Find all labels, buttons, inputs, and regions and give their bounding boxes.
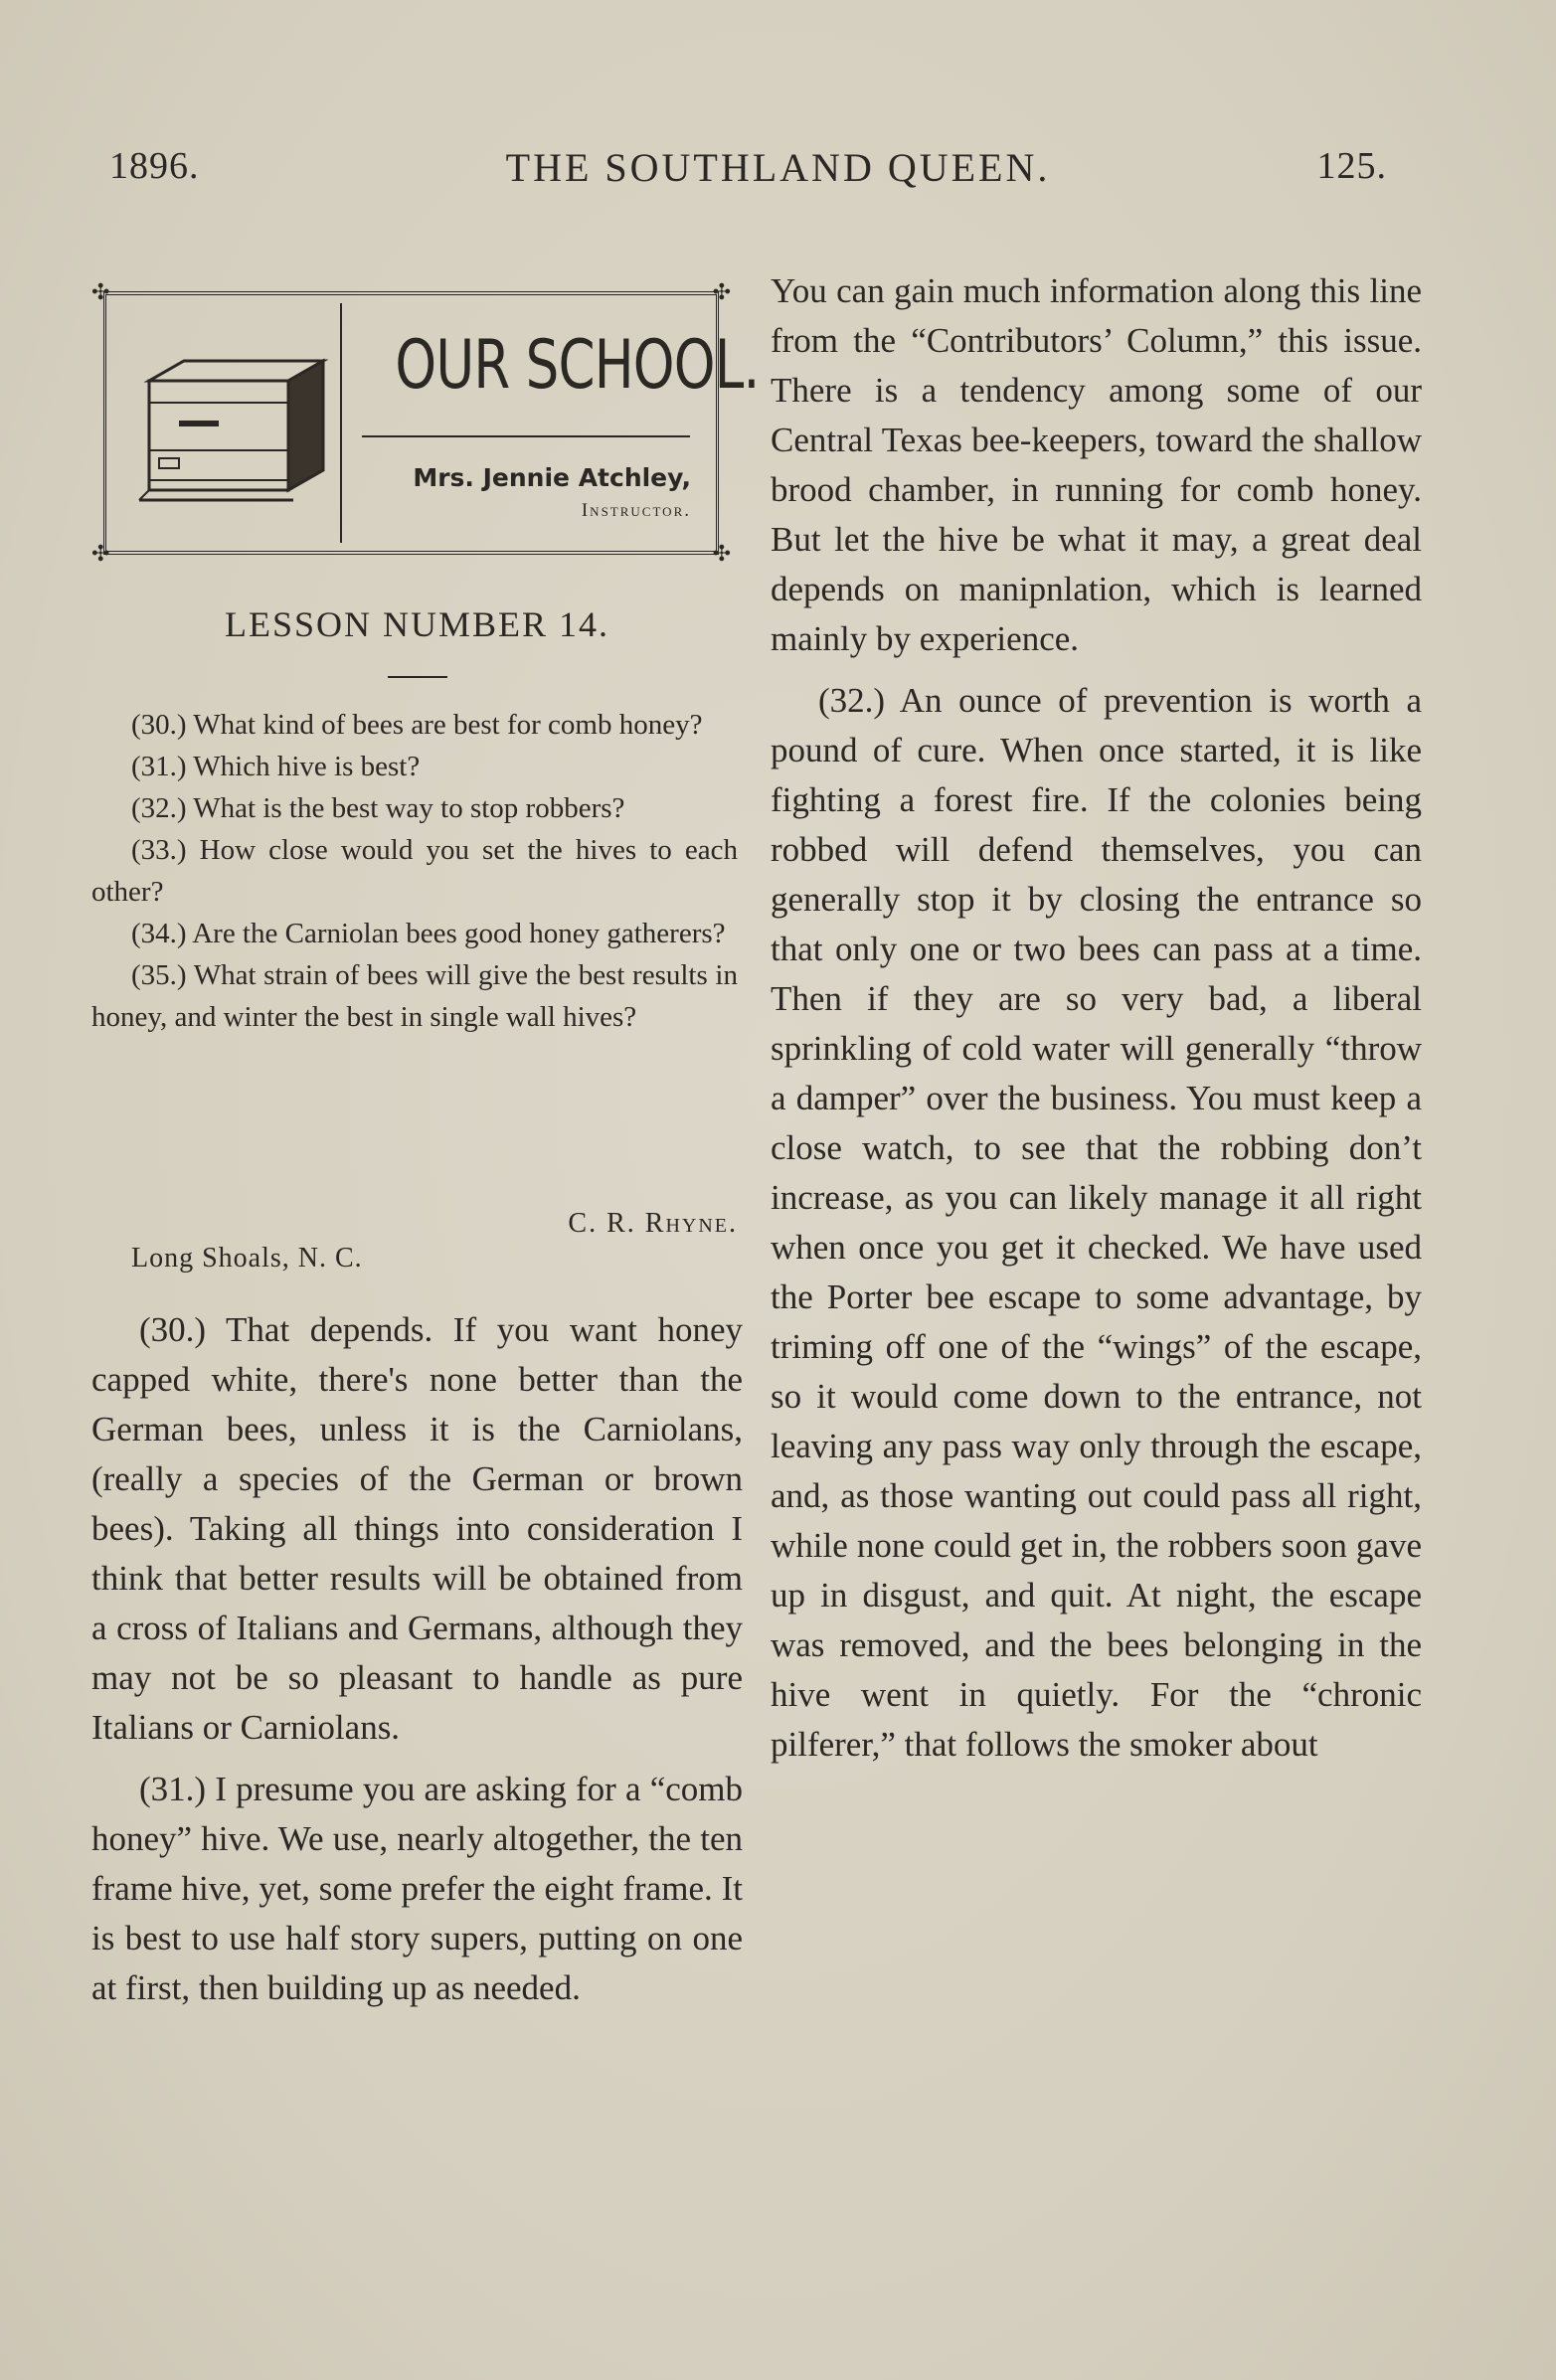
running-head xyxy=(0,144,1556,204)
corner-ornament-top-left: ✣ xyxy=(91,279,110,304)
instructor-name: Mrs. Jennie Atchley, xyxy=(413,463,691,492)
answer-paragraph: You can gain much information along this line from the “Contributors’ Column,” this issue. There is a tendency among some of our Central Texas bee-keepers, toward the shallow brood chamber, in running for comb honey. But let the hive be what it may, a great deal depends on manipnlation, which is learned mainly by experience. xyxy=(771,271,1422,658)
running-head-title: THE SOUTHLAND QUEEN. xyxy=(505,145,1051,190)
lesson-rule xyxy=(388,676,447,678)
question-item: (32.) What is the best way to stop robbers? xyxy=(131,792,625,824)
corner-ornament-top-right: ✣ xyxy=(712,279,731,304)
masthead-divider xyxy=(340,303,342,543)
instructor-role: Instructor. xyxy=(581,500,691,521)
masthead-title: OUR SCHOOL. xyxy=(395,326,760,405)
question-item: (33.) How close would you set the hives to each other? xyxy=(91,834,738,908)
answer-paragraph: (31.) I presume you are asking for a “comb honey” hive. We use, nearly altogether, the ten frame hive, yet, some prefer the eight frame. It is best to use half story supers, putting on one at first, then building up as needed. xyxy=(91,1770,743,2007)
answer-paragraph: (32.) An ounce of prevention is worth a pound of cure. When once started, it is like fighting a forest fire. If the colonies being robbed will defend themselves, you can generally stop it by closing the entrance so that only one or two bees can pass at a time. Then if they are so very bad, a liberal sprinkling of cold water will generally “throw a damper” over the business. You must keep a close watch, to see that the robbing don’t increase, as you can likely manage it all right when once you get it checked. We have used the Porter bee escape to some advantage, by triming off one of the “wings” of the escape, so it would come down to the entrance, not leaving any pass way only through the escape, and, as those wanting out could pass all right, while none could get in, the robbers soon gave up in disgust, and quit. At night, the escape was removed, and the bees belonging in the hive went in quietly. For the “chronic pilferer,” that follows the smoker about xyxy=(771,681,1422,1764)
question-item: (31.) Which hive is best? xyxy=(131,751,421,782)
page-number: 125. xyxy=(1316,145,1387,187)
question-item: (35.) What strain of bees will give the best results in honey, and winter the best in single wall hives? xyxy=(91,959,738,1033)
beehive-illustration xyxy=(129,341,328,510)
answer-paragraph: (30.) That depends. If you want honey capped white, there's none better than the German bees, unless it is the Carniolans, (really a species of the German or brown bees). Taking all things into consideration I think that better results will be obtained from a cross of Italians and Germans, although they may not be so pleasant to handle as pure Italians or Carniolans. xyxy=(91,1310,743,1747)
corner-ornament-bottom-left: ✣ xyxy=(91,541,110,566)
answers-right-column xyxy=(771,266,1422,1770)
our-school-masthead xyxy=(91,279,760,566)
corner-ornament-bottom-right: ✣ xyxy=(712,541,731,566)
lesson-heading: LESSON NUMBER 14. xyxy=(224,604,610,644)
masthead-rule xyxy=(362,435,690,437)
lesson-questions xyxy=(91,704,738,1038)
answers-left-column xyxy=(91,1305,743,2013)
question-item: (34.) Are the Carniolan bees good honey gatherers? xyxy=(131,918,726,949)
question-item: (30.) What kind of bees are best for comb honey? xyxy=(131,709,703,741)
running-head-year: 1896. xyxy=(109,145,200,187)
signature-place: Long Shoals, N. C. xyxy=(131,1243,363,1274)
signature-name: C. R. Rhyne. xyxy=(568,1208,738,1239)
